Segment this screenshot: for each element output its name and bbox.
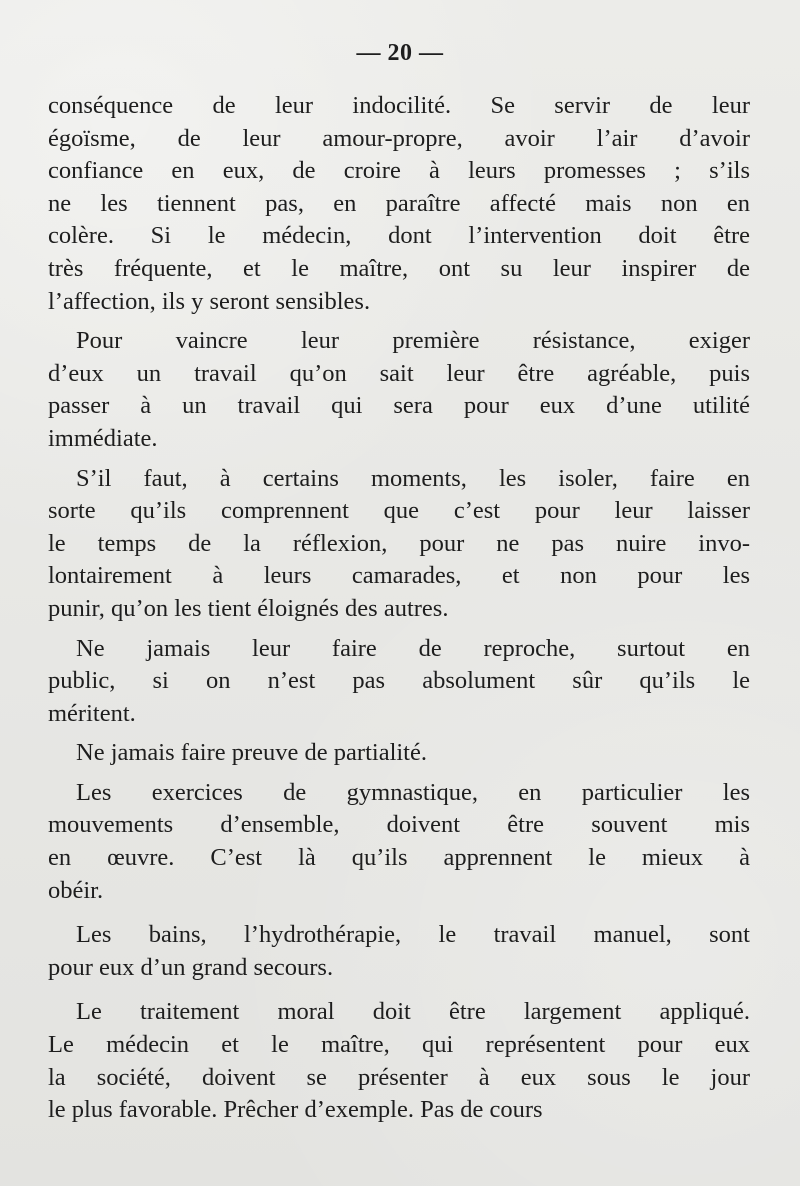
text-line: le plus favorable. Prêcher d’exemple. Pas de cours xyxy=(48,1096,543,1124)
text-line: mouvements d’ensemble, doivent être souvent mis xyxy=(48,811,750,839)
text-line: en œuvre. C’est là qu’ils apprennent le mieux à xyxy=(48,844,750,872)
text-line: punir, qu’on les tient éloignés des autres. xyxy=(48,594,449,622)
text-line: Le médecin et le maître, qui représentent pour eux xyxy=(48,1031,750,1059)
text-line: d’eux un travail qu’on sait leur être agréable, puis xyxy=(48,359,750,387)
text-line: S’il faut, à certains moments, les isoler, faire en xyxy=(76,464,750,492)
text-line: pour eux d’un grand secours. xyxy=(48,953,334,981)
text-line: public, si on n’est pas absolument sûr qu’ils le xyxy=(48,667,750,695)
text-line: Le traitement moral doit être largement appliqué. xyxy=(76,998,750,1026)
text-line: obéir. xyxy=(48,876,104,904)
text-line: Ne jamais faire preuve de partialité. xyxy=(76,739,427,767)
page-number: — 20 — xyxy=(356,40,444,66)
text-line: immédiate. xyxy=(48,424,158,452)
text-line: la société, doivent se présenter à eux sous le jour xyxy=(48,1063,750,1091)
text-line: méritent. xyxy=(48,699,136,727)
text-line: lontairement à leurs camarades, et non pour les xyxy=(48,562,750,590)
text-line: Les bains, l’hydrothérapie, le travail manuel, sont xyxy=(76,921,750,949)
text-line: très fréquente, et le maître, ont su leur inspirer de xyxy=(48,254,750,282)
text-line: Ne jamais leur faire de reproche, surtout en xyxy=(76,634,750,662)
text-line: Les exercices de gymnastique, en particulier les xyxy=(76,778,750,806)
text-line: passer à un travail qui sera pour eux d’une utilité xyxy=(48,392,750,420)
text-line: le temps de la réflexion, pour ne pas nuire invo- xyxy=(48,529,750,557)
text-line: Pour vaincre leur première résistance, exiger xyxy=(76,327,750,355)
text-line: confiance en eux, de croire à leurs promesses ; s’ils xyxy=(48,157,750,185)
body-text xyxy=(48,90,750,1127)
text-line: colère. Si le médecin, dont l’intervention doit être xyxy=(48,222,750,250)
text-line: conséquence de leur indocilité. Se servir de leur xyxy=(48,92,750,119)
text-line: sorte qu’ils comprennent que c’est pour leur laisser xyxy=(48,497,750,525)
text-line: l’affection, ils y seront sensibles. xyxy=(48,287,371,315)
text-line: ne les tiennent pas, en paraître affecté mais non en xyxy=(48,189,750,217)
text-line: égoïsme, de leur amour-propre, avoir l’air d’avoir xyxy=(48,124,750,152)
